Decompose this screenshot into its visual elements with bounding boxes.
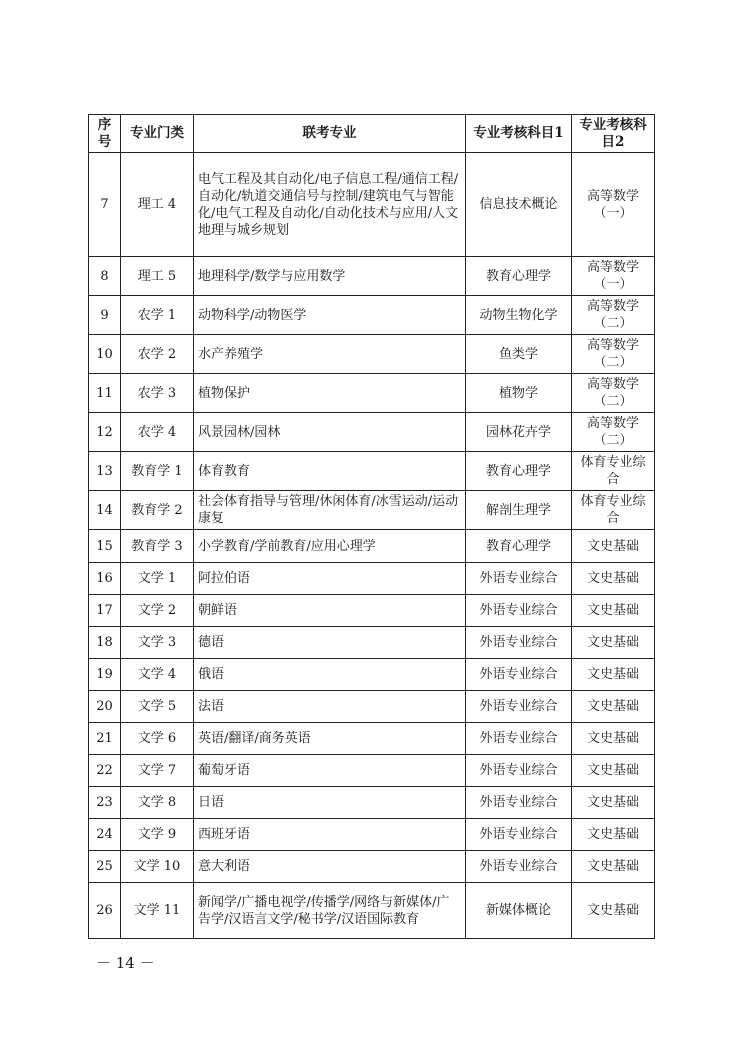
seq-cell: 13	[89, 452, 121, 491]
seq-cell: 26	[89, 883, 121, 939]
table-row	[89, 335, 655, 374]
majors-cell: 动物科学/动物医学	[194, 296, 466, 335]
subject1-cell: 外语专业综合	[466, 563, 572, 595]
table-row	[89, 755, 655, 787]
subject2-cell: 文史基础	[572, 563, 655, 595]
subject2-cell: 文史基础	[572, 819, 655, 851]
majors-cell: 法语	[194, 691, 466, 723]
seq-cell: 23	[89, 787, 121, 819]
category-cell: 文学 6	[121, 723, 194, 755]
table-row	[89, 595, 655, 627]
subject1-cell: 外语专业综合	[466, 755, 572, 787]
majors-table	[88, 114, 655, 939]
seq-cell: 12	[89, 413, 121, 452]
seq-cell: 22	[89, 755, 121, 787]
page-number: － 14 －	[96, 954, 155, 972]
majors-cell: 葡萄牙语	[194, 755, 466, 787]
subject2-cell: 文史基础	[572, 723, 655, 755]
header-subject1: 专业考核科目1	[466, 115, 572, 153]
subject1-cell: 教育心理学	[466, 257, 572, 296]
seq-cell: 15	[89, 530, 121, 563]
table-row	[89, 153, 655, 257]
subject2-cell: 文史基础	[572, 755, 655, 787]
majors-cell: 德语	[194, 627, 466, 659]
header-category: 专业门类	[121, 115, 194, 153]
subject2-cell: 体育专业综合	[572, 491, 655, 530]
subject2-cell: 高等数学（二）	[572, 413, 655, 452]
majors-cell: 体育教育	[194, 452, 466, 491]
majors-cell: 新闻学/广播电视学/传播学/网络与新媒体/广告学/汉语言文学/秘书学/汉语国际教育	[194, 883, 466, 939]
table-row	[89, 374, 655, 413]
header-seq: 序号	[89, 115, 121, 153]
subject1-cell: 外语专业综合	[466, 851, 572, 883]
majors-cell: 阿拉伯语	[194, 563, 466, 595]
seq-cell: 19	[89, 659, 121, 691]
majors-cell: 英语/翻译/商务英语	[194, 723, 466, 755]
majors-cell: 社会体育指导与管理/休闲体育/冰雪运动/运动康复	[194, 491, 466, 530]
category-cell: 文学 7	[121, 755, 194, 787]
majors-cell: 俄语	[194, 659, 466, 691]
seq-cell: 25	[89, 851, 121, 883]
table-row	[89, 563, 655, 595]
category-cell: 文学 2	[121, 595, 194, 627]
subject1-cell: 鱼类学	[466, 335, 572, 374]
table-row	[89, 883, 655, 939]
table-row	[89, 491, 655, 530]
table-row	[89, 257, 655, 296]
subject1-cell: 动物生物化学	[466, 296, 572, 335]
subject2-cell: 高等数学（二）	[572, 296, 655, 335]
subject2-cell: 文史基础	[572, 883, 655, 939]
table-row	[89, 452, 655, 491]
category-cell: 文学 11	[121, 883, 194, 939]
category-cell: 教育学 3	[121, 530, 194, 563]
category-cell: 农学 3	[121, 374, 194, 413]
table-row	[89, 530, 655, 563]
category-cell: 文学 10	[121, 851, 194, 883]
majors-cell: 水产养殖学	[194, 335, 466, 374]
category-cell: 文学 5	[121, 691, 194, 723]
subject1-cell: 教育心理学	[466, 452, 572, 491]
table-row	[89, 723, 655, 755]
category-cell: 教育学 2	[121, 491, 194, 530]
category-cell: 文学 1	[121, 563, 194, 595]
subject2-cell: 文史基础	[572, 691, 655, 723]
table-row	[89, 413, 655, 452]
seq-cell: 14	[89, 491, 121, 530]
subject1-cell: 外语专业综合	[466, 787, 572, 819]
table-row	[89, 627, 655, 659]
subject2-cell: 文史基础	[572, 627, 655, 659]
subject1-cell: 外语专业综合	[466, 659, 572, 691]
table-row	[89, 819, 655, 851]
seq-cell: 20	[89, 691, 121, 723]
subject1-cell: 教育心理学	[466, 530, 572, 563]
table-row	[89, 851, 655, 883]
seq-cell: 24	[89, 819, 121, 851]
header-majors: 联考专业	[194, 115, 466, 153]
majors-cell: 风景园林/园林	[194, 413, 466, 452]
seq-cell: 17	[89, 595, 121, 627]
category-cell: 农学 2	[121, 335, 194, 374]
table-row	[89, 296, 655, 335]
subject1-cell: 外语专业综合	[466, 723, 572, 755]
subject2-cell: 文史基础	[572, 595, 655, 627]
majors-cell: 日语	[194, 787, 466, 819]
seq-cell: 8	[89, 257, 121, 296]
subject2-cell: 文史基础	[572, 787, 655, 819]
subject1-cell: 外语专业综合	[466, 627, 572, 659]
header-subject2: 专业考核科目2	[572, 115, 655, 153]
subject2-cell: 文史基础	[572, 530, 655, 563]
table-row	[89, 787, 655, 819]
majors-cell: 意大利语	[194, 851, 466, 883]
seq-cell: 10	[89, 335, 121, 374]
category-cell: 文学 4	[121, 659, 194, 691]
category-cell: 农学 4	[121, 413, 194, 452]
category-cell: 农学 1	[121, 296, 194, 335]
majors-cell: 西班牙语	[194, 819, 466, 851]
subject1-cell: 解剖生理学	[466, 491, 572, 530]
seq-cell: 11	[89, 374, 121, 413]
seq-cell: 21	[89, 723, 121, 755]
seq-cell: 18	[89, 627, 121, 659]
majors-cell: 小学教育/学前教育/应用心理学	[194, 530, 466, 563]
subject2-cell: 高等数学（一）	[572, 153, 655, 257]
table-row	[89, 691, 655, 723]
seq-cell: 16	[89, 563, 121, 595]
majors-cell: 电气工程及其自动化/电子信息工程/通信工程/自动化/轨道交通信号与控制/建筑电气与智能化/电气工程及自动化/自动化技术与应用/人文地理与城乡规划	[194, 153, 466, 257]
subject1-cell: 外语专业综合	[466, 819, 572, 851]
table-row	[89, 659, 655, 691]
category-cell: 文学 9	[121, 819, 194, 851]
category-cell: 理工 4	[121, 153, 194, 257]
seq-cell: 7	[89, 153, 121, 257]
subject2-cell: 高等数学（一）	[572, 257, 655, 296]
subject2-cell: 文史基础	[572, 851, 655, 883]
subject1-cell: 信息技术概论	[466, 153, 572, 257]
subject2-cell: 高等数学（二）	[572, 335, 655, 374]
category-cell: 文学 8	[121, 787, 194, 819]
majors-cell: 地理科学/数学与应用数学	[194, 257, 466, 296]
subject1-cell: 外语专业综合	[466, 691, 572, 723]
subject2-cell: 高等数学（二）	[572, 374, 655, 413]
category-cell: 教育学 1	[121, 452, 194, 491]
subject1-cell: 植物学	[466, 374, 572, 413]
subject1-cell: 园林花卉学	[466, 413, 572, 452]
majors-cell: 朝鲜语	[194, 595, 466, 627]
subject2-cell: 文史基础	[572, 659, 655, 691]
majors-cell: 植物保护	[194, 374, 466, 413]
table-body	[89, 153, 655, 939]
category-cell: 文学 3	[121, 627, 194, 659]
subject1-cell: 外语专业综合	[466, 595, 572, 627]
subject1-cell: 新媒体概论	[466, 883, 572, 939]
category-cell: 理工 5	[121, 257, 194, 296]
seq-cell: 9	[89, 296, 121, 335]
header-row	[89, 115, 655, 153]
subject2-cell: 体育专业综合	[572, 452, 655, 491]
